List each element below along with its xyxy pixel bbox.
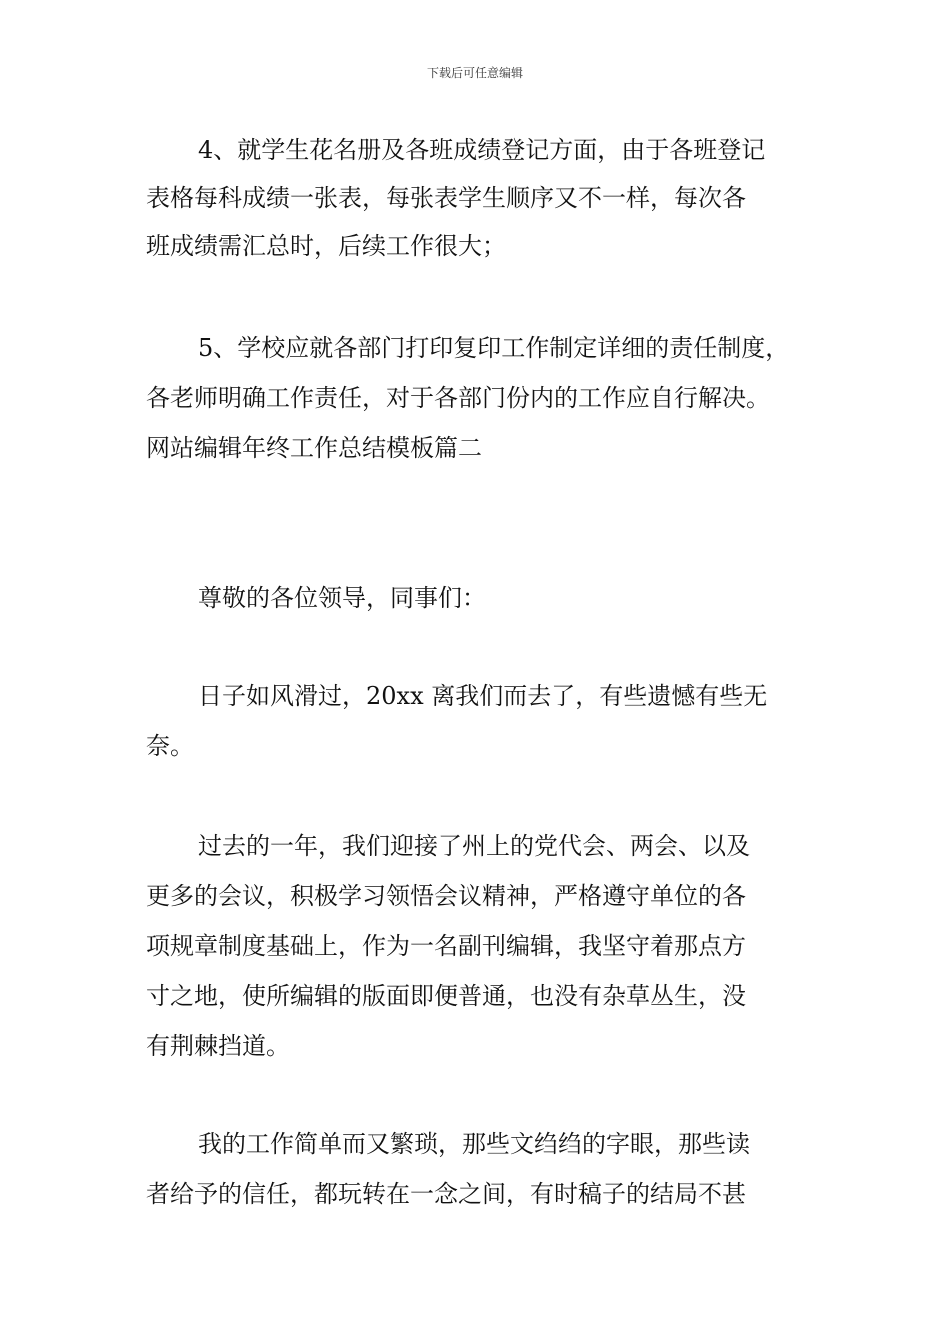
paragraph-line: 5、学校应就各部门打印复印工作制定详细的责任制度， [198, 334, 790, 362]
paragraph-line: 寸之地，使所编辑的版面即便普通，也没有杂草丛生，没 [146, 982, 746, 1010]
paragraph-line: 各老师明确工作责任，对于各部门份内的工作应自行解决。 [146, 384, 770, 412]
section-title: 网站编辑年终工作总结模板篇二 [146, 434, 482, 462]
paragraph-line: 项规章制度基础上，作为一名副刊编辑，我坚守着那点方 [146, 932, 746, 960]
paragraph-line: 我的工作简单而又繁琐，那些文绉绉的字眼，那些读 [198, 1130, 750, 1158]
paragraph-line: 日子如风滑过，20xx 离我们而去了，有些遗憾有些无 [198, 682, 768, 710]
paragraph-line: 奈。 [146, 732, 194, 760]
paragraph-line: 4、就学生花名册及各班成绩登记方面，由于各班登记 [198, 136, 766, 164]
paragraph-line: 尊敬的各位领导，同事们： [198, 584, 486, 612]
paragraph-line: 表格每科成绩一张表，每张表学生顺序又不一样，每次各 [146, 184, 746, 212]
paragraph-line: 有荆棘挡道。 [146, 1032, 290, 1060]
paragraph-line: 班成绩需汇总时，后续工作很大； [146, 232, 506, 260]
page-header: 下载后可任意编辑 [426, 66, 523, 80]
paragraph-line: 过去的一年，我们迎接了州上的党代会、两会、以及 [198, 832, 750, 860]
paragraph-line: 更多的会议，积极学习领悟会议精神，严格遵守单位的各 [146, 882, 746, 910]
paragraph-line: 者给予的信任，都玩转在一念之间，有时稿子的结局不甚 [146, 1180, 746, 1208]
